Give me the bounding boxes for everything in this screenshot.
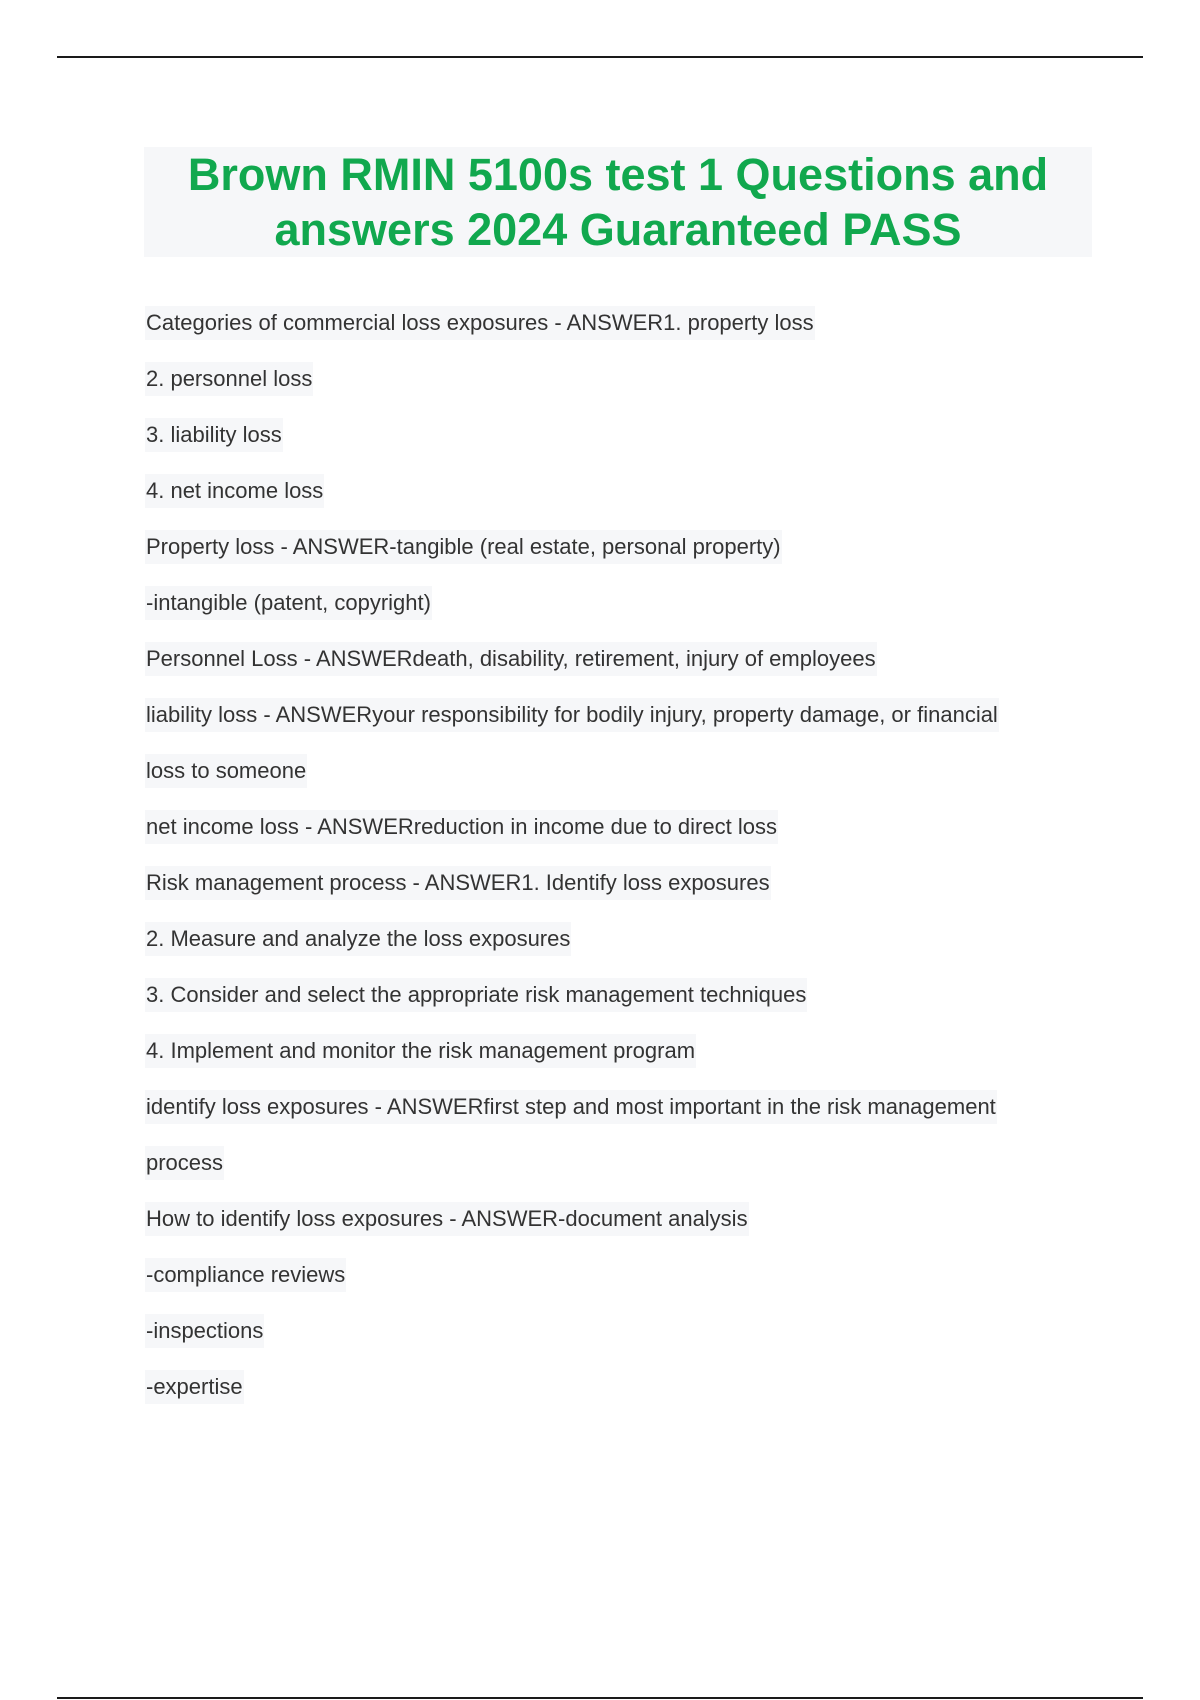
line-text: loss to someone [145, 754, 307, 788]
line-text: 3. Consider and select the appropriate risk management techniques [145, 978, 807, 1012]
line-text: Property loss - ANSWER-tangible (real estate, personal property) [145, 530, 782, 564]
text-line [145, 696, 1105, 752]
line-text: -expertise [145, 1370, 244, 1404]
top-divider [57, 56, 1143, 58]
line-text: 2. Measure and analyze the loss exposures [145, 922, 571, 956]
text-line [145, 1312, 1105, 1368]
document-body [145, 304, 1105, 1424]
line-text: 4. Implement and monitor the risk management program [145, 1034, 696, 1068]
line-text: 3. liability loss [145, 418, 283, 452]
line-text: identify loss exposures - ANSWERfirst step and most important in the risk management [145, 1090, 997, 1124]
line-text: Personnel Loss - ANSWERdeath, disability, retirement, injury of employees [145, 642, 877, 676]
line-text: -inspections [145, 1314, 264, 1348]
bottom-divider [57, 1697, 1143, 1699]
text-line [145, 360, 1105, 416]
text-line [145, 752, 1105, 808]
text-line [145, 864, 1105, 920]
line-text: Risk management process - ANSWER1. Identify loss exposures [145, 866, 771, 900]
text-line [145, 1144, 1105, 1200]
text-line [145, 920, 1105, 976]
text-line [145, 584, 1105, 640]
text-line [145, 1200, 1105, 1256]
line-text: Categories of commercial loss exposures - ANSWER1. property loss [145, 306, 815, 340]
text-line [145, 1088, 1105, 1144]
line-text: net income loss - ANSWERreduction in income due to direct loss [145, 810, 778, 844]
text-line [145, 1256, 1105, 1312]
line-text: 2. personnel loss [145, 362, 313, 396]
line-text: How to identify loss exposures - ANSWER-document analysis [145, 1202, 749, 1236]
line-text: 4. net income loss [145, 474, 324, 508]
text-line [145, 1368, 1105, 1424]
document-title: Brown RMIN 5100s test 1 Questions and answers 2024 Guaranteed PASS [187, 149, 1049, 255]
line-text: -intangible (patent, copyright) [145, 586, 432, 620]
text-line [145, 528, 1105, 584]
text-line [145, 808, 1105, 864]
title-block [144, 147, 1092, 257]
text-line [145, 976, 1105, 1032]
text-line [145, 304, 1105, 360]
text-line [145, 640, 1105, 696]
line-text: -compliance reviews [145, 1258, 346, 1292]
line-text: liability loss - ANSWERyour responsibility for bodily injury, property damage, or financial [145, 698, 999, 732]
text-line [145, 1032, 1105, 1088]
text-line [145, 416, 1105, 472]
line-text: process [145, 1146, 224, 1180]
text-line [145, 472, 1105, 528]
